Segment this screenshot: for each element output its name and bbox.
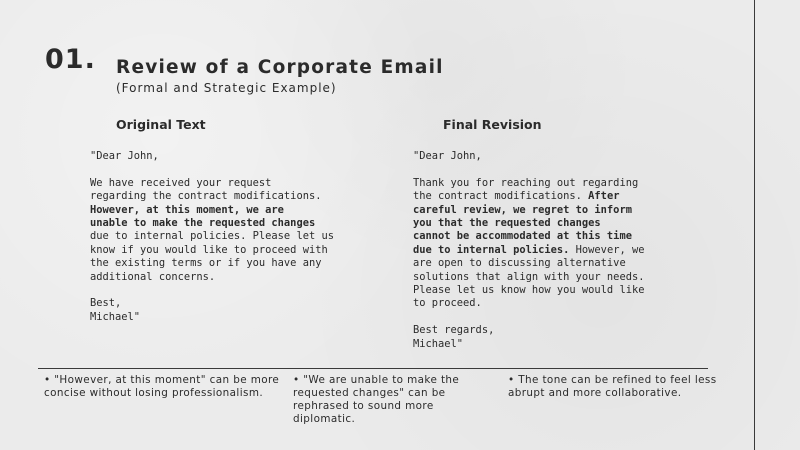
note-3: • The tone can be refined to feel less abrupt and more collaborative. — [508, 374, 717, 399]
final-body-line — [413, 204, 673, 217]
final-body-line — [413, 271, 673, 284]
original-closing: Best, — [90, 297, 122, 310]
slide-subtitle: (Formal and Strategic Example) — [116, 81, 337, 95]
final-body-line — [413, 284, 673, 297]
original-body-line: regarding the contract modifications. — [90, 190, 322, 203]
final-body-line — [413, 297, 673, 310]
bold-text: careful review, we regret to inform — [413, 203, 632, 216]
original-greeting: "Dear John, — [90, 150, 159, 162]
final-body-line — [413, 217, 673, 230]
text: Thank you for reaching out regarding — [413, 176, 639, 189]
original-signature: Michael" — [90, 310, 141, 323]
final-body — [413, 177, 673, 311]
original-email — [90, 150, 360, 324]
original-text-heading: Original Text — [116, 117, 206, 132]
slide-number: 01. — [45, 44, 96, 75]
final-body-line — [413, 177, 673, 190]
slide-title: Review of a Corporate Email — [116, 57, 444, 78]
note-1: • "However, at this moment" can be more concise without losing professionalism. — [44, 374, 280, 399]
spacer — [90, 284, 360, 297]
bold-text: due to internal policies. — [413, 243, 570, 256]
text: are open to discussing alternative — [413, 257, 626, 270]
bold-text: cannot be accommodated at this time — [413, 230, 632, 243]
text: However, we — [569, 243, 645, 256]
final-revision-heading: Final Revision — [443, 117, 542, 132]
bold-text: After — [588, 190, 620, 203]
spacer — [90, 163, 360, 176]
final-body-line — [413, 257, 673, 270]
bold-text: you that the requested changes — [413, 217, 601, 230]
text: to proceed. — [413, 297, 482, 310]
horizontal-divider — [38, 368, 708, 369]
original-body-line: due to internal policies. Please let us — [90, 230, 334, 243]
text: solutions that align with your needs. — [413, 270, 645, 283]
text: Please let us know how you would like — [413, 284, 645, 297]
original-body-line: know if you would like to proceed with — [90, 243, 328, 256]
text: the contract modifications. — [413, 190, 589, 203]
final-closing: Best regards, — [413, 324, 495, 337]
final-email — [413, 150, 673, 351]
final-body-line — [413, 244, 673, 257]
final-greeting: "Dear John, — [413, 150, 482, 162]
final-body-line — [413, 190, 673, 203]
original-body — [90, 177, 360, 284]
spacer — [413, 311, 673, 324]
original-body-line: unable to make the requested changes — [90, 217, 316, 230]
final-body-line — [413, 230, 673, 243]
note-2: • "We are unable to make the requested changes" can be rephrased to sound more diplomatic. — [293, 374, 460, 425]
original-body-line: the existing terms or if you have any — [90, 257, 322, 270]
original-body-line: However, at this moment, we are — [90, 203, 284, 216]
original-body-line: We have received your request — [90, 176, 272, 189]
final-signature: Michael" — [413, 337, 464, 350]
original-body-line: additional concerns. — [90, 270, 216, 283]
vertical-divider — [754, 0, 755, 450]
spacer — [413, 163, 673, 176]
